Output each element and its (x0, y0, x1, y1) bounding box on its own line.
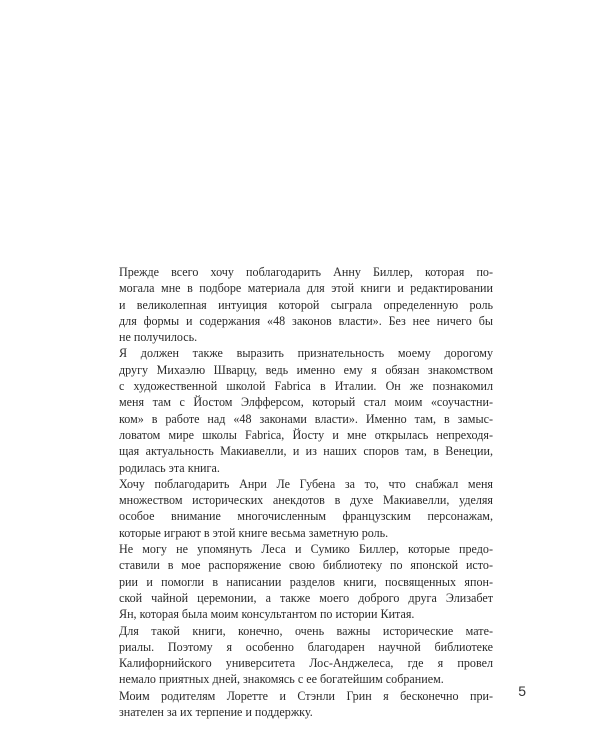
acknowledgements-text (103, 264, 493, 720)
paragraph (103, 688, 493, 721)
text-line: знателен за их терпение и поддержку. (119, 705, 313, 720)
text-line: Не могу не упомянуть Леса и Сумико Биллер, которые предо- (119, 542, 493, 557)
paragraph (103, 345, 493, 475)
text-line: ской чайной церемонии, а также моего доброго друга Элизабет (119, 590, 493, 605)
paragraph (103, 476, 493, 541)
text-line: Хочу поблагодарить Анри Ле Губена за то, что снабжал меня (119, 476, 493, 491)
text-line: щая актуальность Макиавелли, и из наших споров там, в Венеции, (119, 444, 493, 459)
text-line: родилась эта книга. (119, 460, 220, 475)
text-line: другу Михаэлю Шварцу, ведь именно ему я обязан знакомством (119, 362, 493, 377)
text-line: не получилось. (119, 330, 198, 345)
page-number: 5 (518, 683, 526, 699)
text-line: риалы. Поэтому я особенно благодарен научной библиотеке (119, 639, 493, 654)
text-line: ставили в мое распоряжение свою библиотеку по японской исто- (119, 558, 493, 573)
text-line: ком» в работе над «48 законами власти». Именно там, в замыс- (119, 411, 493, 426)
text-line: множеством исторических анекдотов в духе Макиавелли, уделяя (119, 493, 493, 508)
text-line: немало приятных дней, знакомясь с ее богатейшим собранием. (119, 672, 444, 687)
text-line: особое внимание многочисленным французским персонажам, (119, 509, 493, 524)
text-line: меня там с Йостом Элфферсом, который стал моим «соучастни- (119, 395, 493, 410)
text-line: для формы и содержания «48 законов власти». Без нее ничего бы (119, 313, 493, 328)
paragraph (103, 623, 493, 688)
text-line: Прежде всего хочу поблагодарить Анну Биллер, которая по- (119, 265, 493, 279)
text-line: Калифорнийского университета Лос-Анджелеса, где я провел (119, 656, 493, 671)
text-line: Ян, которая была моим консультантом по истории Китая. (119, 607, 415, 622)
text-line: Моим родителям Лоретте и Стэнли Грин я бесконечно при- (119, 688, 493, 703)
text-line: и великолепная интуиция которой сыграла определенную роль (119, 297, 493, 312)
text-line: которые играют в этой книге весьма заметную роль. (119, 525, 389, 540)
text-line: Для такой книги, конечно, очень важны исторические мате- (119, 623, 493, 638)
text-line: Я должен также выразить признательность моему дорогому (119, 346, 493, 361)
paragraph (103, 264, 493, 345)
text-line: могала мне в подборе материала для этой книги и редактировании (119, 281, 493, 296)
paragraph (103, 541, 493, 622)
text-line: ловатом мире школы Fabrica, Йосту и мне открылась непреходя- (119, 427, 493, 442)
text-line: с художественной школой Fabrica в Италии. Он же познакомил (119, 379, 493, 394)
text-line: рии и помогли в написании разделов книги, посвященных япон- (119, 574, 493, 589)
